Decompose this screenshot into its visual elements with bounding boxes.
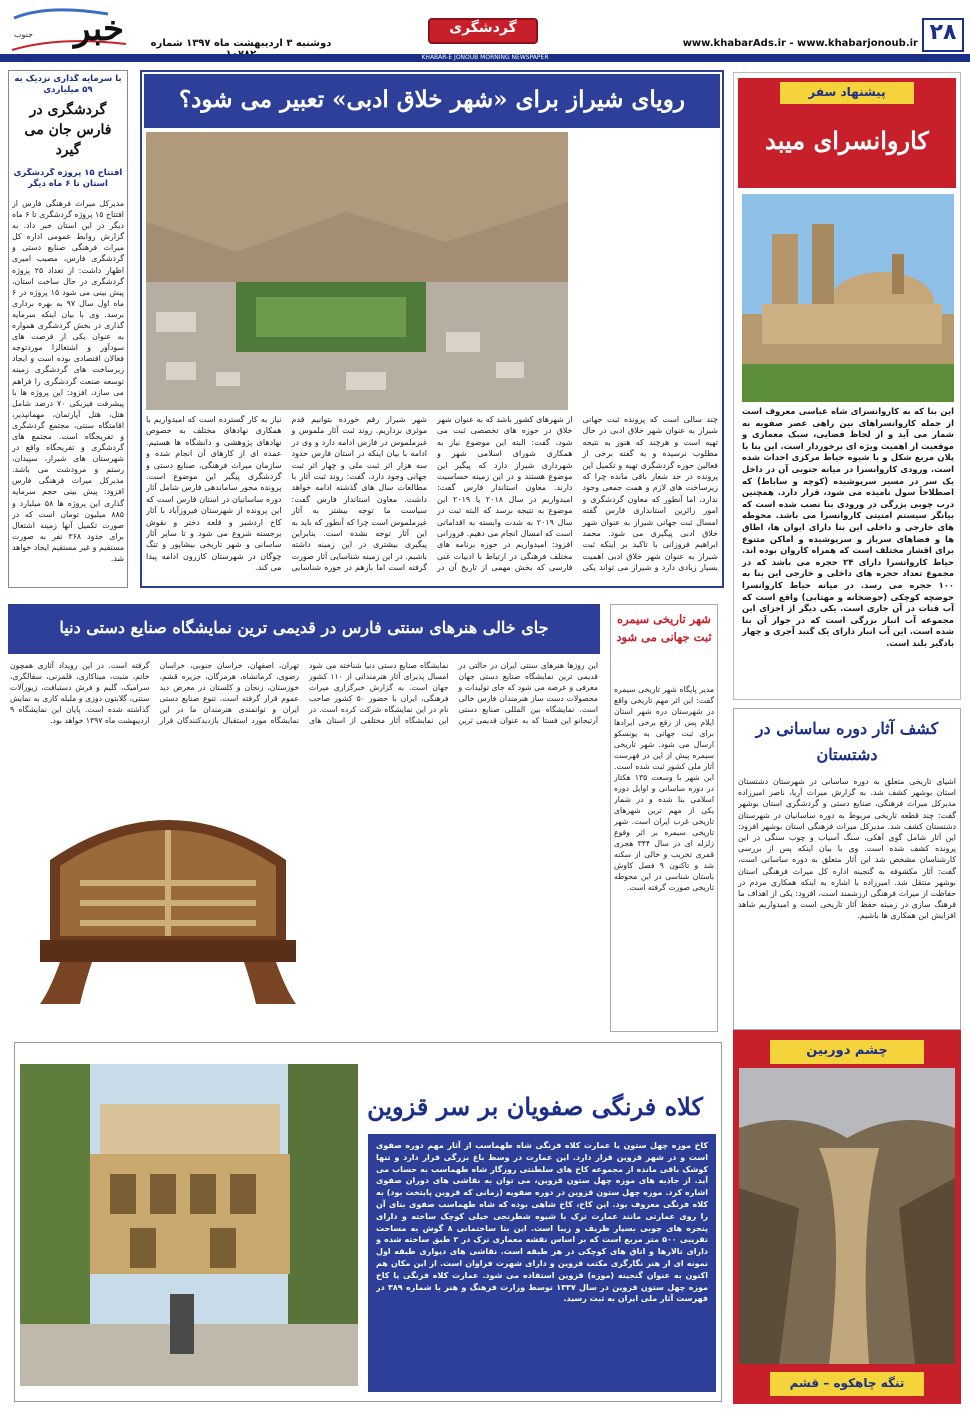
suggestion-body: این بنا که به کاروانسرای شاه عباسی معروف است از جمله کاروانسراهای بین راهی عصر صفویه به شمار می آید و از لحاظ فضایی، سبک معماری و موقعیت از اهمیت ویژه ای برخوردار است. این بنا با پلان مربع شکل و با شیوه حیاط مرکزی احداث شده است. ورودی کاروانسرا در میانه جنوبی آن در داخل یک سر در مسیر سرپوشیده (کوچه و ساباط) که اصطلاحاً سول نامیده می شود، قرار دارد. همچنین درب چوبی بزرگی در ورودی بنا نصب شده است که بیانگر سیستم امنیتی کاروانسرا می باشد. محوطه های خارجی و داخلی این بنا دارای ایوان ها، اطاق ها و فضاهای سرباز و سرپوشیده و اماکن متنوع برای اقشار مختلف است که همراه کاروان بوده اند. حیاط کاروانسرا دارای ۲۴ حجره می باشد که در مجموع تعداد حجره های داخلی و خارجی این بنا به ۱۰۰ حجره می رسد. در میانه حیاط کاروانسرا حوضچه کوچکی (حوضخانه و مهتابی) واقع است که آب قنات در آن جاری است. یکی دیگر از اجزای این مجموعه آب انبار بزرگی است که در جوار آن بنا شده است. این آب انبار دارای یک گنبد آجری و چهار بادگیر بلند است. [742, 406, 954, 648]
websites: www.khabarAds.ir - www.khabarjonoub.ir [682, 38, 918, 49]
suggestion-kicker: پیشنهاد سفر [808, 85, 886, 99]
chahkooh-canyon-photo [739, 1068, 955, 1364]
suggestion-title: کاروانسرای میبد [765, 126, 929, 155]
left-kicker: با سرمایه گذاری نزدیک به ۵۹ میلیاردی [14, 74, 122, 95]
section-label: گردشگری [449, 20, 517, 36]
handicrafts-title: جای خالی هنرهای سنتی فارس در قدیمی ترین نمایشگاه صنایع دستی دنیا [59, 618, 549, 637]
left-subtitle: افتتاح ۱۵ پروژه گردشگری استان تا ۶ ماه دیگر [13, 168, 123, 189]
left-body: مدیرکل میراث فرهنگی فارس از افتتاح ۱۵ پروژه گردشگری تا ۶ ماه دیگر در این استان خبر داد. به گزارش روابط عمومی اداره کل میراث فرهنگی صنایع دستی و گردشگری فارس، مصیب امیری اظهار داشت: از تعداد ۲۵ پروژه گردشگری در حال ساخت استان، پیش بینی می شود ۱۵ پروژه در ۶ ماه اول سال ۹۷ به بهره برداری برسد. وی با بیان اینکه سرمایه گذاری در بخش گردشگری همواره به عنوان یکی از فرصت های سودآور و اشتغالزا موردتوجه فعالان اقتصادی بوده است و ایجاد زیرساخت های گردشگری زمینه توسعه صنعت گردشگری را فراهم می سازد، افزود: این پروژه ها با پیشرفت فیزیکی ۷۰ درصد شامل هتل، هتل آپارتمان، مهمانپذیر، اقامتگاه سنتی، مجتمع گردشگری و تفریحگاه است. مجتمع های گردشگری و تفریحگاه واقع در شهرستان های شیراز، سپیدان، رستم و مرودشت می باشد. مدیرکل میراث فرهنگی فارس افزود: پیش بینی حجم سرمایه گذاری این پروژه ها ۵۸ میلیارد و ۸۸۵ میلیون تومان است که در صورت تکمیل آنها زمینه اشتغال برای حدود ۳۶۸ نفر به صورت مستقیم و غیر مستقیم ایجاد خواهد شد. [12, 199, 124, 563]
lead-title: رویای شیراز برای «شهر خلاق ادبی» تعبیر می شود؟ [178, 86, 686, 113]
qazvin-title: کلاه فرنگی صفویان بر سر قزوین [367, 1092, 703, 1121]
logo-block [8, 6, 130, 52]
page-number: ۲۸ [929, 20, 957, 45]
english-strip-text: KHABAR-E JONOUB MORNING NEWSPAPER [421, 54, 549, 61]
simareh-title: شهر تاریخی سیمره ثبت جهانی می شود [616, 612, 712, 644]
dashtestan-body: اشیای تاریخی متعلق به دوره ساسانی در شهرستان دشتستان استان بوشهر کشف شد. به گزارش میراث آریا، ناصر امیرزاده مدیرکل میراث فرهنگی، صنایع دستی و گردشگری استان بوشهر گفت: چند قطعه تاریخی مربوط به دوره ساسانیان در شهرستان دشتستان کشف شد. مدیرکل میراث فرهنگی استان بوشهر افزود: این آثار شامل گوی آهکی، سنگ آسیاب و چوب سنگی در این پرونده کشف شده است. وی با بیان اینکه پس از بررسی کارشناسان مشخص شد این آثار متعلق به دوره ساسانی است، گفت: آثار مکشوفه به گنجینه اداره کل میراث فرهنگی استان بوشهر منتقل شد. امیرزاده با اشاره به اینکه همکاری مردم در حفاظت از میراث فرهنگی ارزشمند است، افزود: یکی از اهداف ما فرهنگ سازی در زمینه حفظ آثار تاریخی است و امیدواریم شاهد افزایش این همکاری ها باشیم. [738, 777, 956, 921]
handicrafts-body: این روزها هنرهای سنتی ایران در حالتی در قدیمی ترین نمایشگاه صنایع دستی جهان معرفی و عرضه می شود که جای تولیدات و محصولات دست ساز هنرمندان فارس خالی است. نمایشگاه بین المللی صنایع دستی آرتیجانو این فستا که به عنوان قدیمی ترین نمایشگاه صنایع دستی دنیا شناخته می شود امسال پذیرای آثار هنرمندانی از ۱۱۰ کشور جهان است. به گزارش خبرگزاری میراث فرهنگی، ایران با حضور ۵۰ کشور صاحب نام در این نمایشگاه شرکت کرده است. در این نمایشگاه آثار مختلفی از استان های تهران، اصفهان، خراسان جنوبی، خراسان رضوی، کرمانشاه، هرمزگان، جزیره قشم، خوزستان، زنجان و کلستان در معرض دید عموم قرار گرفته است. تنوع صنایع دستی ایران و توانمندی هنرمندان ما در این نمایشگاه مورد استقبال بازدیدکنندگان قرار گرفته است. در این رویداد آثاری همچون خاتم، منبت، میناکاری، قلمزنی، سفالگری، سرامیک، گلیم و فرش دستبافت، زیورآلات سنتی، گلابتون دوزی و ملیله کاری به نمایش گذاشته شده است. پایان این نمایشگاه ۹ اردیبهشت ماه ۱۳۹۷ خواهد بود. [10, 661, 598, 725]
khatam-chest-photo [20, 790, 316, 1012]
lead-body: چند سالی است که پرونده ثبت جهانی شیراز به عنوان شهر خلاق ادبی در حال تهیه است و هرچند که هنوز به نتیجه مطلوب نرسیده و به گفته برخی از فعالین حوزه گردشگری تهیه و تکمیل این پرونده در حد شعار باقی مانده چرا که زیرساخت های لازم و همت جمعی وجود ندارد، اما آنطور که معاون گردشگری و امور زائرین استانداری فارس گفته امسال ثبت جهانی شیراز به عنوان شهر خلاق ادبی پیگیری می شود. محمد ابراهیم فروزانی با تاکید بر اینکه ثبت شیراز به عنوان شهر خلاق ادبی اهمیت بسیار زیادی دارد و شیراز می تواند یکی از شهرهای کشور باشد که به عنوان شهر خلاق در حوزه های تخصصی ثبت می شود، گفت: البته این موضوع نیاز به همکاری شورای اسلامی شهر و شهرداری شیراز دارد که پیگیر این موضوع هستند و در این زمینه حساسیت دارند. معاون استاندار فارس گفت: امیدواریم در سال ۲۰۱۸ یا ۲۰۱۹ این موضوع به نتیجه برسد که البته ثبت در سال ۲۰۱۹ به شدت وابسته به اقداماتی است که امسال انجام می دهیم. فروزانی افزود: امیدواریم در حوزه برنامه های مختلف فرهنگی در ارتباط با ادبیات غنی فارسی که بخش مهمی از تاریخ آن در شهر شیراز رقم خورده بتوانیم قدم موثری برداریم. روند ثبت آثار ملموس و غیرملموس در فارس ادامه دارد و وی در ادامه با بیان اینکه در استان فارس حدود سه هزار اثر ثبت ملی و چهار اثر ثبت جهانی وجود دارد، گفت: روند ثبت آثار با مطالعات سال های گذشته ادامه خواهد داشت. معاون استاندار فارس گفت: سیاست ما توجه بیشتر به آثار غیرملموس است چرا که آنطور که باید به این آثار توجه نشده است. بنابراین پیگیری بیشتری در این زمینه داشته باشیم. در این زمینه شناسایی آثار صورت گرفته است اما بازهم در حوزه شناسایی نیاز به کار گسترده است که امیدواریم با همکاری نهادهای مختلف به خصوص نهادهای پژوهشی و دانشگاه ها هستیم. عمده ای از کارهای آن انجام شده و سازمان میراث فرهنگی، صنایع دستی و گردشگری پیگیر این موضوع است. پرونده محور ساماندهی فارس شامل آثار دوره ساسانیان در استان فارس است که این پرونده از شهرستان فیروزآباد با آثار کاخ اردشیر و قلعه دختر و نقوش برجسته شروع می شود و تا سایر آثار ساسانی و شهر تاریخی بیشاپور و تنگ چوگان در شهرستان کازرون ادامه پیدا می کند. [146, 415, 718, 573]
qazvin-palace-photo [20, 1064, 358, 1386]
camera-caption: تنگه چاهکوه – قشم [789, 1376, 905, 1390]
logo-sub-text: جنوب [14, 30, 34, 39]
simareh-body: مدیر پایگاه شهر تاریخی سیمره گفت: این اثر مهم تاریخی واقع در شهرستان دره شهر استان ایلام پس از رفع برخی ایرادها برای ثبت جهانی به یونسکو ارسال می شود. شهر تاریخی سیمره پیش از این در فهرست آثار ملی کشور ثبت شده است. این شهر با وسعت ۱۳۵ هکتار در دوره ساسانی و اوایل دوره اسلامی بنا شده و در شمار یکی از مهم ترین شهرهای تاریخی غرب ایران است. شهر تاریخی سیمره بر اثر وقوع زلزله ای در سال ۳۴۴ هجری قمری تخریب و خالی از سکنه شد و تاکنون ۹ فصل کاوش باستان شناسی در این محوطه تاریخی صورت گرفته است. [614, 685, 714, 892]
caravanserai-photo [742, 194, 954, 402]
logo-text: خبر [73, 9, 124, 49]
lead-body-side [574, 130, 718, 412]
left-title: گردشگری در فارس جان می گیرد [24, 102, 112, 158]
date-line: دوشنبه ۳ اردیبهشت ماه ۱۳۹۷ شماره [150, 38, 332, 49]
dashtestan-title: کشف آثار دوره ساسانی در دشتستان [755, 719, 939, 764]
masthead [0, 0, 970, 62]
camera-kicker: چشم دوربین [806, 1043, 888, 1058]
qazvin-body: کاخ موزه چهل ستون یا عمارت کلاه فرنگی شاه طهماسب از آثار مهم دوره صفوی است و در شهر قزوین قرار دارد. این عمارت در وسط باغ بزرگی قرار دارد و تنها کوشک باقی مانده از مجموعه کاخ های سلطنتی روزگار شاه طهماسب به حساب می آید. از جاذبه های موزه چهل ستون قزوین، می توان به نقاشی های دوران صفوی اشاره کرد. موزه چهل ستون قزوین در دوره صفویه (زمانی که قزوین پایتخت بود) به کلاه فرنگی معروف بود. این کاخ، کاخ شاهی بوده که شاه طهماسب صفوی بنای آن را روی عمارتی مانند عمارت ترک با شیوه شطرنجی خیلی کوچک ساخته و دارای پنجره های چوبی بسیار ظریف و زیبا است. این بنا ساختمانی ۸ گوش به مساحت تقریبی ۵۰۰ متر مربع است که بر اساس نقشه معماری ترک در ۲ طبق ساخته شده و دارای تالارها و اتاق های کوچکی در هر طبقه است. نقاشی های دیواری طبقه اول نمونه ای از هنر نگارگری مکتب قزوین و دارای شهرت فراوان است. از این مکان هم اکنون به عنوان گنجینه (موزه) قزوین استفاده می شود. عمارت کلاه فرنگی یا کاخ موزه چهل ستون قزوین در سال ۱۳۳۷ توسط وزارت فرهنگ و هنر با شماره ۳۸۹ در فهرست آثار ملی ایران به ثبت رسید. [376, 1141, 708, 1304]
lead-photo-mask [146, 132, 572, 414]
